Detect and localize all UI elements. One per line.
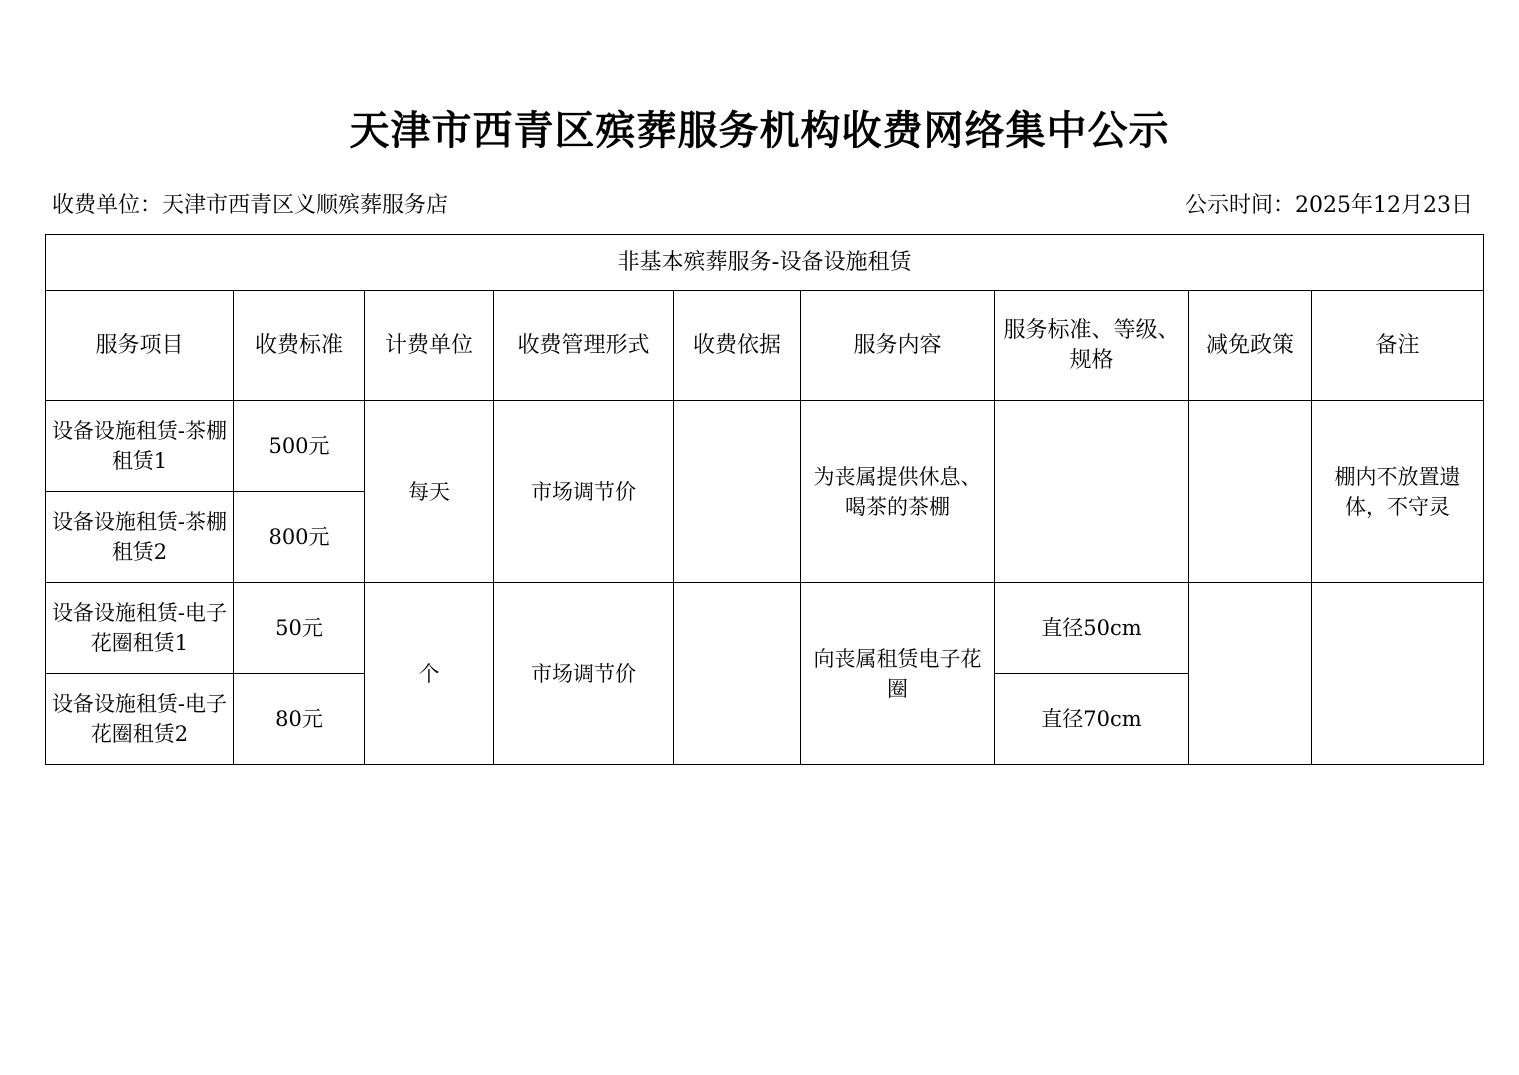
fee-basis-cell xyxy=(674,583,801,765)
service-item-cell: 设备设施租赁-茶棚租赁1 xyxy=(46,401,234,492)
header-billing-unit: 计费单位 xyxy=(365,291,494,401)
header-service-item: 服务项目 xyxy=(46,291,234,401)
header-reduction-policy: 减免政策 xyxy=(1189,291,1312,401)
fee-standard-cell: 500元 xyxy=(234,401,365,492)
publish-date-label: 公示时间： xyxy=(1185,193,1296,218)
fee-standard-cell: 800元 xyxy=(234,492,365,583)
billing-unit-cell: 每天 xyxy=(365,401,494,583)
fee-standard-cell: 50元 xyxy=(234,583,365,674)
remark-cell xyxy=(1312,583,1484,765)
table-row xyxy=(46,583,1484,674)
reduction-policy-cell xyxy=(1189,583,1312,765)
service-spec-cell xyxy=(995,401,1189,583)
service-spec-cell: 直径50cm xyxy=(995,583,1189,674)
table-row xyxy=(46,401,1484,492)
fee-standard-cell: 80元 xyxy=(234,674,365,765)
management-form-cell: 市场调节价 xyxy=(494,583,674,765)
header-service-spec: 服务标准、等级、规格 xyxy=(995,291,1189,401)
fee-unit xyxy=(52,190,448,222)
header-fee-standard: 收费标准 xyxy=(234,291,365,401)
reduction-policy-cell xyxy=(1189,401,1312,583)
fee-table xyxy=(45,234,1484,765)
page-title: 天津市西青区殡葬服务机构收费网络集中公示 xyxy=(349,107,1170,154)
header-remark: 备注 xyxy=(1312,291,1484,401)
section-title: 非基本殡葬服务-设备设施租赁 xyxy=(46,235,1484,291)
fee-unit-value: 天津市西青区义顺殡葬服务店 xyxy=(162,193,449,218)
service-content-cell: 向丧属租赁电子花圈 xyxy=(801,583,995,765)
fee-unit-label: 收费单位： xyxy=(52,193,163,218)
header-fee-basis: 收费依据 xyxy=(674,291,801,401)
remark-cell: 棚内不放置遗体，不守灵 xyxy=(1312,401,1484,583)
publish-date xyxy=(1185,190,1473,222)
service-item-cell: 设备设施租赁-电子花圈租赁2 xyxy=(46,674,234,765)
service-spec-cell: 直径70cm xyxy=(995,674,1189,765)
fee-basis-cell xyxy=(674,401,801,583)
service-content-cell: 为丧属提供休息、喝茶的茶棚 xyxy=(801,401,995,583)
billing-unit-cell: 个 xyxy=(365,583,494,765)
management-form-cell: 市场调节价 xyxy=(494,401,674,583)
header-management-form: 收费管理形式 xyxy=(494,291,674,401)
publish-date-value: 2025年12月23日 xyxy=(1295,193,1473,218)
service-item-cell: 设备设施租赁-电子花圈租赁1 xyxy=(46,583,234,674)
header-service-content: 服务内容 xyxy=(801,291,995,401)
service-item-cell: 设备设施租赁-茶棚租赁2 xyxy=(46,492,234,583)
